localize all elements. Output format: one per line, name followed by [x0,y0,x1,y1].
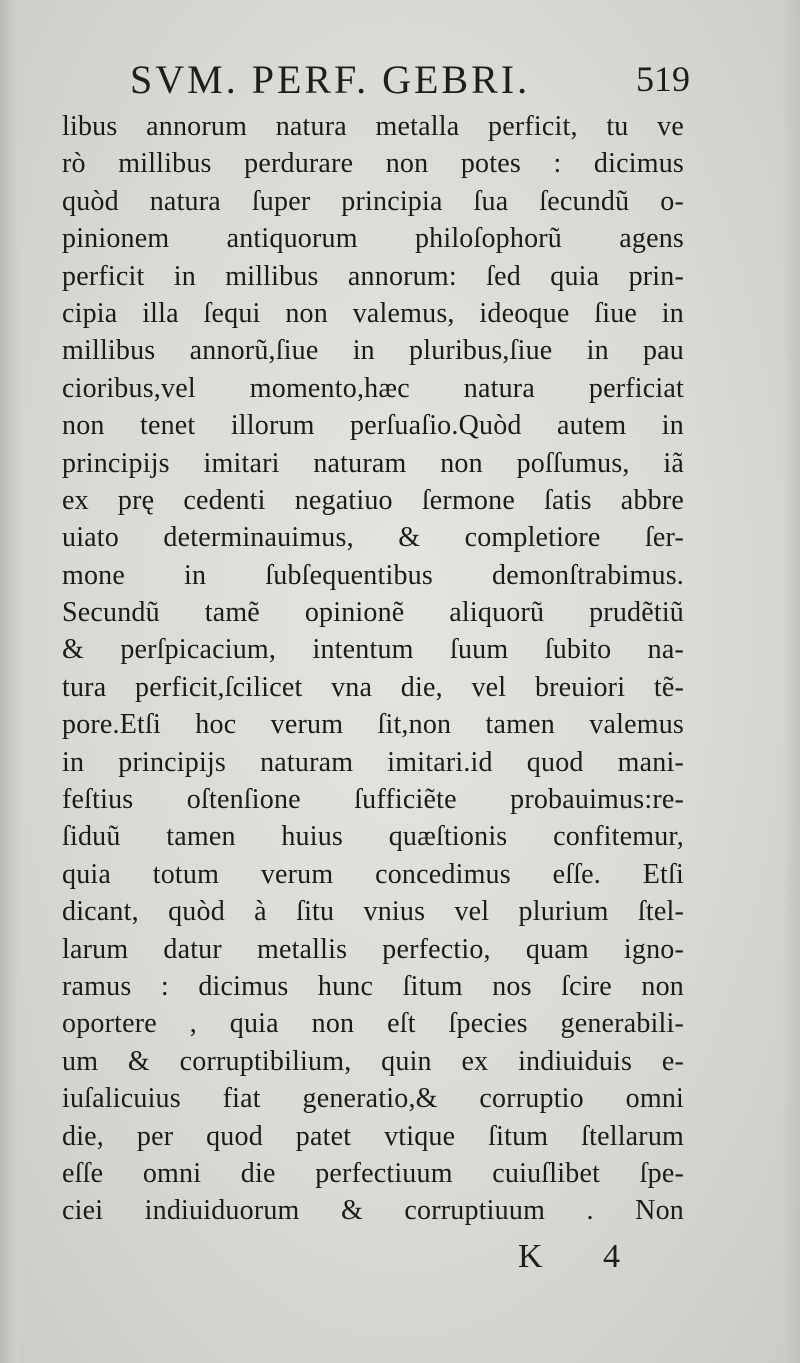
text-line: um & corruptibilium, quin ex indiuiduis e- [62,1045,684,1077]
text-line: millibus annorũ,ſiue in pluribus,ſiue in pau [62,335,684,367]
text-line: ciei indiuiduorum & corruptiuum . Non [62,1195,684,1227]
text-line: rò millibus perdurare non potes : dicimus [62,148,684,180]
body-text [62,108,684,1230]
text-line: ramus : dicimus hunc ſitum nos ſcire non [62,970,684,1002]
text-line: cipia illa ſequi non valemus, ideoque ſiue in [62,297,684,329]
text-line: pinionem antiquorum philoſophorũ agens [62,223,684,255]
text-line: libus annorum natura metalla perficit, tu ve [62,111,684,142]
running-head-title: SVM. PERF. GEBRI. [130,57,531,102]
text-line: Secundũ tamẽ opinionẽ aliquorũ prudẽtiũ [62,597,684,629]
text-line: principijs imitari naturam non poſſumus, iã [62,447,684,479]
text-line: non tenet illorum perſuaſio.Quòd autem in [62,410,684,442]
text-line: mone in ſubſequentibus demonſtrabimus. [62,559,684,591]
text-line: in principijs naturam imitari.id quod mani- [62,746,684,778]
text-line: oportere , quia non eſt ſpecies generabili- [62,1008,684,1040]
text-line: eſſe omni die perfectiuum cuiuſlibet ſpe- [62,1157,684,1189]
text-line: die, per quod patet vtique ſitum ſtellarum [62,1120,684,1152]
signature-mark: K 4 [518,1238,647,1275]
text-line: uiato determinauimus, & completiore ſer- [62,522,684,554]
page-number: 519 [636,59,690,99]
text-line: ſiduũ tamen huius quæſtionis confitemur, [62,821,684,853]
text-line: perficit in millibus annorum: ſed quia prin- [62,260,684,292]
text-line: & perſpicacium, intentum ſuum ſubito na- [62,634,684,666]
text-line: pore.Etſi hoc verum ſit,non tamen valemus [62,709,684,741]
text-line: quia totum verum concedimus eſſe. Etſi [62,858,684,890]
text-line: tura perficit,ſcilicet vna die, vel breuiori tẽ- [62,671,684,703]
text-line: cioribus,vel momento,hæc natura perficiat [62,372,684,404]
text-line: quòd natura ſuper principia ſua ſecundũ o- [62,185,684,217]
text-line: ex prę cedenti negatiuo ſermone ſatis abbre [62,484,684,516]
text-line: feſtius oſtenſione ſufficiẽte probauimus:re- [62,784,684,816]
page-edge-shadow [782,0,800,1363]
text-line: larum datur metallis perfectio, quam igno- [62,933,684,965]
text-line: iuſalicuius fiat generatio,& corruptio omni [62,1083,684,1115]
text-line: dicant, quòd à ſitu vnius vel plurium ſtel- [62,896,684,928]
binding-gutter-shadow [0,0,26,1363]
running-head [130,56,690,106]
